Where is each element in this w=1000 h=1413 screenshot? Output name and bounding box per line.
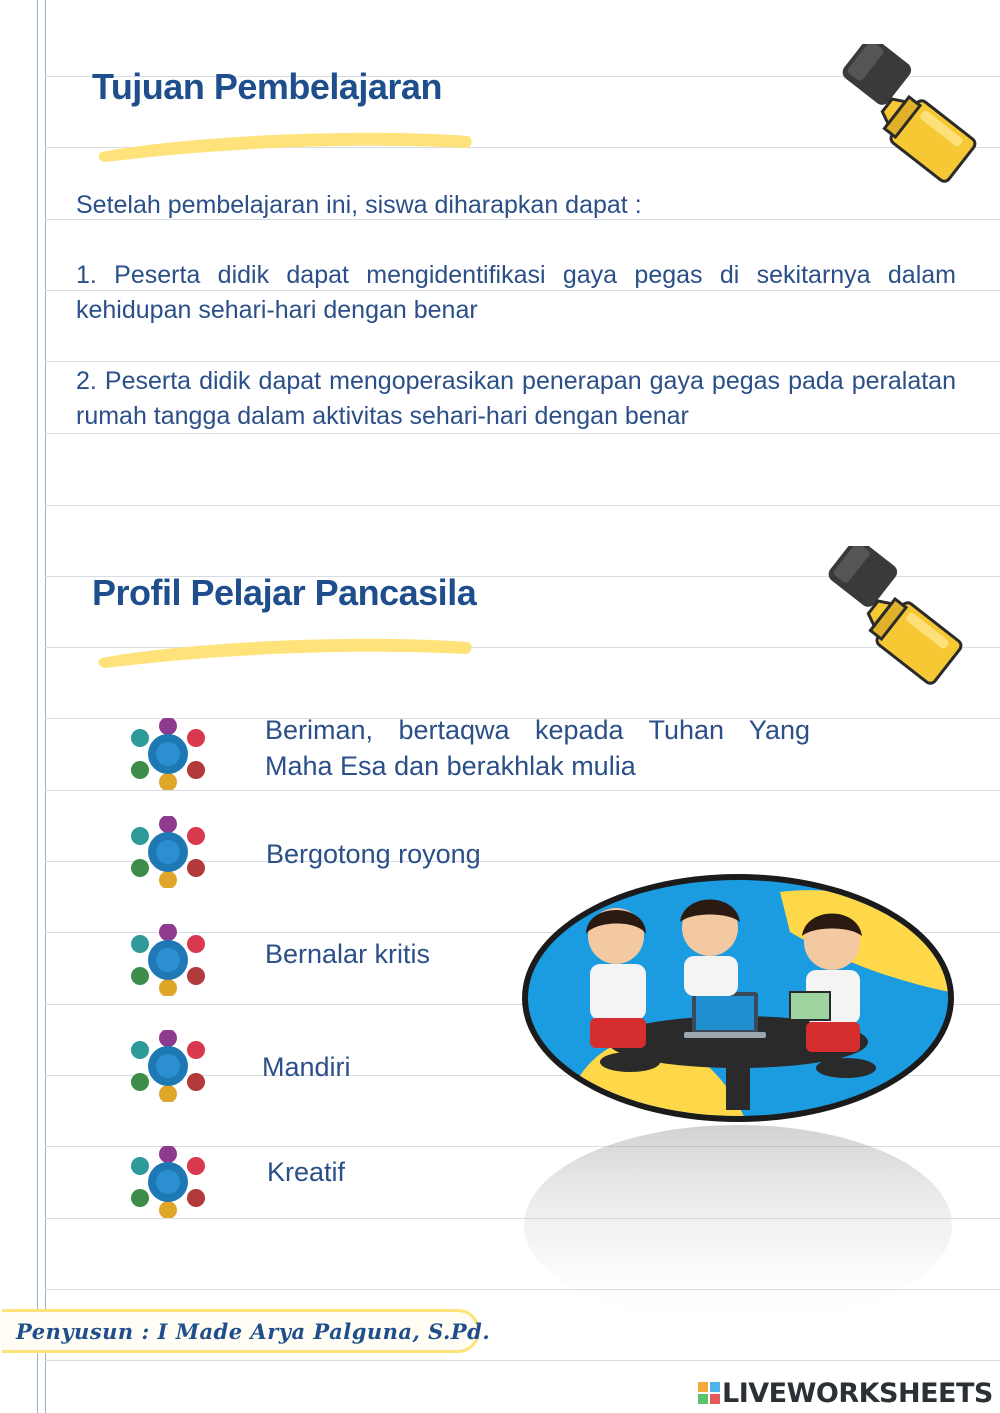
brand-name: LIVEWORKSHEETS — [722, 1377, 993, 1409]
illustration-reflection — [520, 1125, 956, 1330]
profile-item — [0, 712, 1000, 802]
pancasila-profile-icon — [124, 924, 212, 1001]
pancasila-profile-icon — [124, 718, 212, 795]
highlight-swoosh — [96, 124, 476, 166]
profile-label: Bernalar kritis — [265, 939, 431, 969]
pancasila-profile-icon — [124, 816, 212, 893]
pancasila-profile-icon — [124, 1030, 212, 1107]
author-credit-box — [2, 1309, 491, 1353]
profile-label: Mandiri — [262, 1052, 351, 1082]
highlighter-icon — [808, 546, 973, 693]
objective-2: 2. Peserta didik dapat mengoperasikan penerapan gaya pegas pada peralatan rumah tangga dalam aktivitas sehari-hari dengan benar — [76, 367, 956, 430]
objective-1: 1. Peserta didik dapat mengidentifikasi gaya pegas di sekitarnya dalam kehidupan sehari-hari dengan benar — [76, 261, 956, 324]
profile-label: Beriman, bertaqwa kepada Tuhan Yang Maha Esa dan berakhlak mulia — [265, 715, 810, 781]
highlighter-icon — [822, 44, 987, 191]
pancasila-profile-icon — [124, 1146, 212, 1223]
liveworksheets-brand — [698, 1378, 993, 1408]
students-illustration — [520, 872, 956, 1129]
highlight-swoosh — [96, 630, 476, 672]
liveworksheets-logo-icon — [698, 1382, 720, 1404]
profile-label: Bergotong royong — [266, 839, 481, 869]
section-title-tujuan: Tujuan Pembelajaran — [92, 66, 442, 107]
intro-text: Setelah pembelajaran ini, siswa diharapkan dapat : — [76, 191, 642, 219]
author-credit: Penyusun : I Made Arya Palguna, S.Pd. — [16, 1319, 491, 1344]
section-title-profil: Profil Pelajar Pancasila — [92, 572, 477, 613]
profile-label: Kreatif — [267, 1157, 346, 1187]
